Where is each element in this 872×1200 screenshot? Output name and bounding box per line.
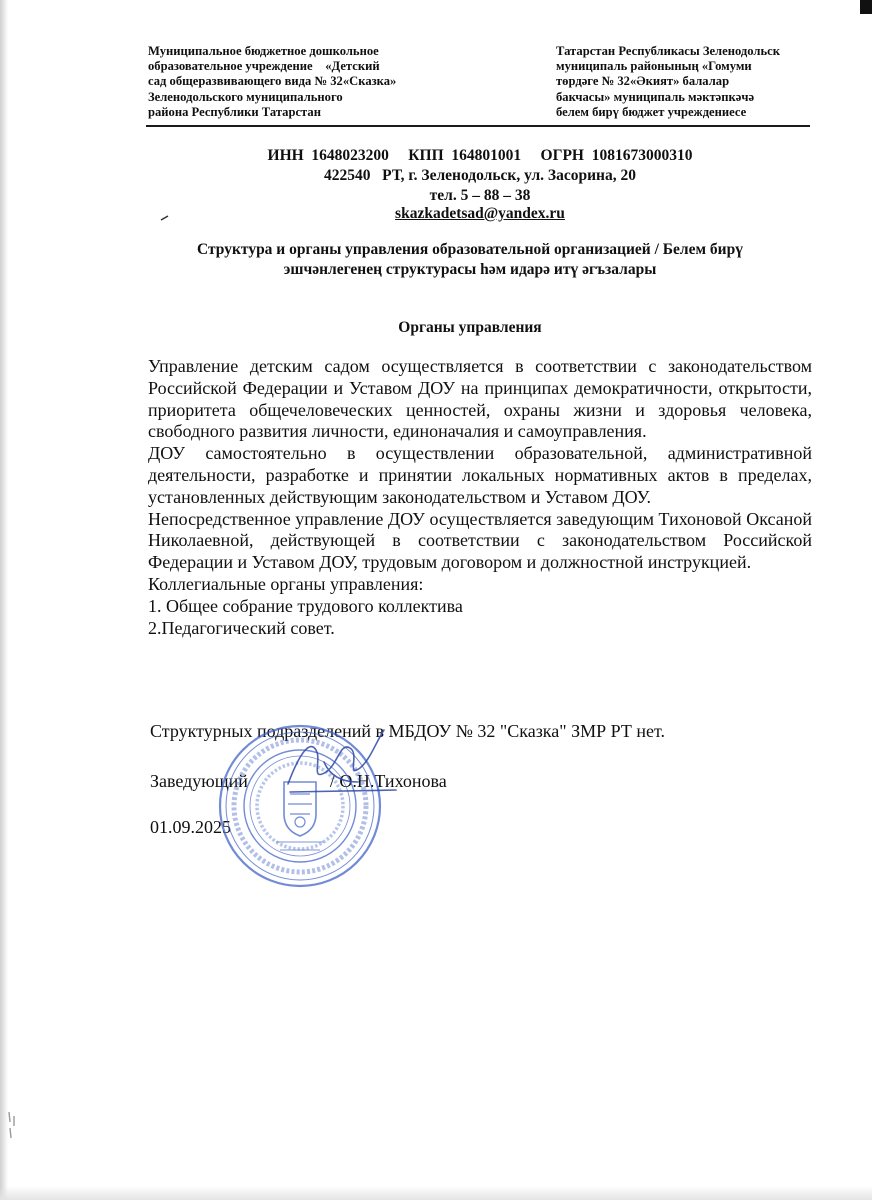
document-body (148, 356, 812, 639)
section-heading: Органы управления (398, 319, 542, 336)
handwritten-signature (280, 722, 400, 802)
body-paragraph: Непосредственное управление ДОУ осуществляется заведующим Тихоновой Оксаной Николаевной, действующей в соответствии с законодательством Российской Федерации и Уставом ДОУ, трудовым договором и должностной инструкцией. (148, 508, 812, 573)
letterhead-line: бакчасы» муниципаль мәктәпкәчә (556, 89, 755, 104)
letterhead-line: сад общеразвивающего вида № 32«Сказка» (148, 74, 397, 89)
letterhead-line: белем бирү бюджет учреждениесе (556, 104, 747, 119)
structural-units-note: Структурных подразделений в МБДОУ № 32 "Сказка" ЗМР РТ нет. (150, 721, 666, 741)
scan-speck (4, 1110, 20, 1140)
body-paragraph: Коллегиальные органы управления: (148, 573, 424, 594)
scan-corner-mark (860, 0, 872, 14)
letterhead-divider (146, 125, 810, 127)
signer-position: Заведующий (150, 771, 248, 791)
scan-speck (160, 214, 170, 222)
letterhead-line: төрдәге № 32«Әкият» балалар (556, 74, 730, 89)
signer-name: / О.Н.Тихонова (329, 771, 447, 791)
scan-edge (0, 1186, 872, 1200)
letterhead-line: Зеленодольского муниципального (148, 89, 343, 104)
letterhead-line: Муниципальное бюджетное дошкольное (148, 44, 379, 58)
requisites-email-link[interactable]: skazkadetsad@yandex.ru (395, 205, 565, 222)
letterhead-line: Татарстан Республикасы Зеленодольск (556, 44, 780, 58)
requisites-address: 422540 РТ, г. Зеленодольск, ул. Засорина, 20 (324, 167, 636, 184)
requisites-ids: ИНН 1648023200 КПП 164801001 ОГРН 1081673000310 (267, 147, 693, 164)
list-item: 2.Педагогический совет. (148, 617, 335, 638)
requisites-phone: тел. 5 – 88 – 38 (429, 187, 531, 204)
document-date: 01.09.2025 (150, 817, 231, 837)
list-item: 1. Общее собрание трудового коллектива (148, 595, 463, 616)
letterhead-tatar (556, 44, 826, 120)
letterhead-line: образовательное учреждение «Детский (148, 59, 380, 74)
letterhead-line: муниципаль районының «Гомуми (556, 59, 752, 74)
body-paragraph: ДОУ самостоятельно в осуществлении образовательной, административной деятельности, разработке и принятии локальных нормативных актов в пределах, установленных действующим законодательством и Уставом ДОУ. (148, 443, 812, 507)
document-title: Структура и органы управления образовательной организацией / Белем бирү эшчәнлегенең структурасы һәм идарә итү әгъзалары (197, 241, 743, 278)
body-paragraph: Управление детским садом осуществляется в соответствии с законодательством Российской Федерации и Уставом ДОУ на принципах демократичности, открытости, приоритета общечеловеческих ценностей, охраны жизни и здоровья человека, свободного развития личности, единоначалия и самоуправления. (148, 356, 812, 442)
letterhead-line: района Республики Татарстан (148, 104, 321, 119)
letterhead-russian (148, 44, 448, 120)
